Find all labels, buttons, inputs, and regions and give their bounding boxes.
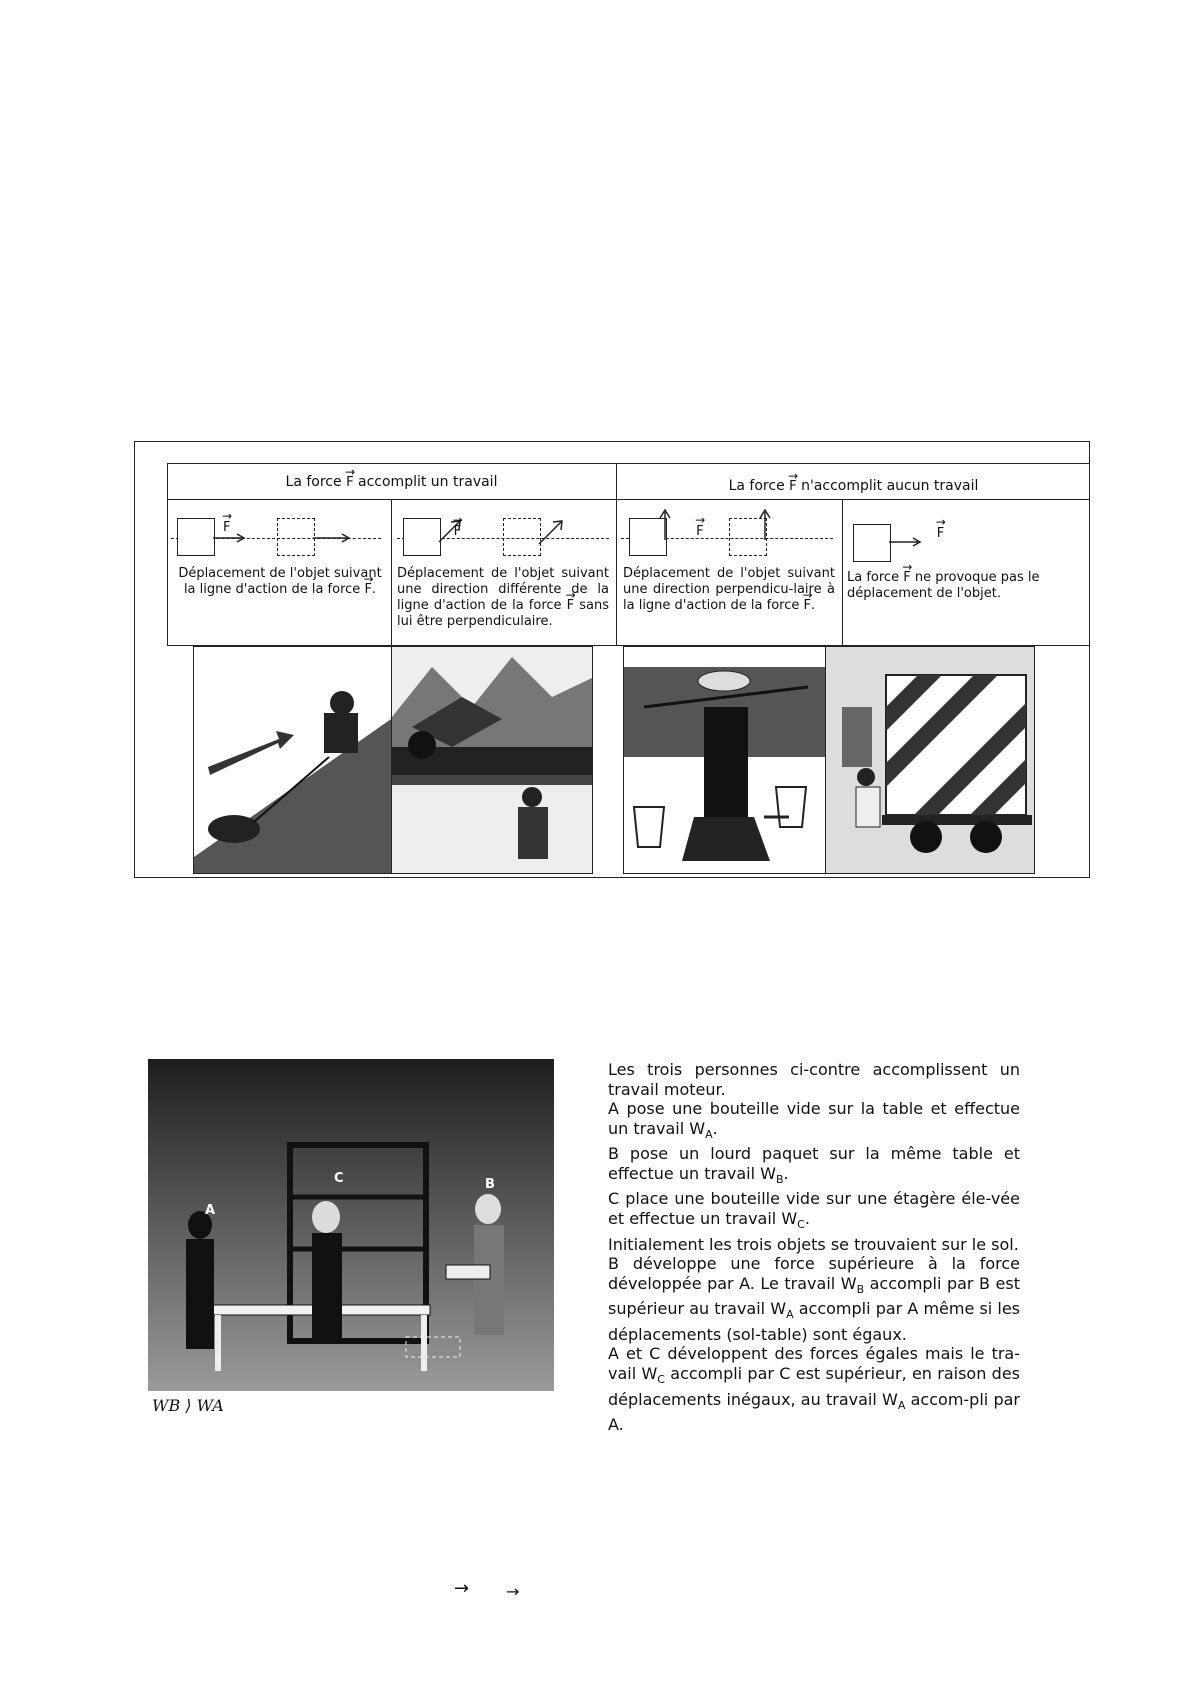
table-divider-left — [391, 499, 392, 645]
truck-drawing — [826, 647, 1035, 874]
vector-f-symbol: → F — [364, 582, 371, 598]
buckets-drawing — [624, 647, 827, 874]
illustration-slope-car — [193, 646, 393, 874]
paragraph-compare-ac: A et C développent des forces égales mais le tra-vail $W_C$ accompli par C est supérieur, en raison des déplacements inégaux, au travail $W_A$ accom-pli par A. — [608, 1344, 1020, 1435]
force-arrow-static — [889, 534, 939, 550]
cell-parallel-text: Déplacement de l'objet suivant la ligne d'action de la force → F. — [173, 566, 387, 598]
vector-f-label: → F — [223, 520, 230, 535]
cell-perpendicular-text: Déplacement de l'objet suivant une direction perpendicu-laire à la ligne d'action de la force → F. — [623, 566, 835, 614]
footer-arrow-1: → — [454, 1578, 470, 1599]
cell-no-movement-text: La force → F ne provoque pas le déplacement de l'objet. — [847, 570, 1090, 602]
table-mid-line — [167, 499, 1090, 500]
paragraph-b: B pose un lourd paquet sur la même table et effectue un travail $W_B$. — [608, 1144, 1020, 1186]
illustration-mountain-cart — [391, 646, 593, 874]
illustration-truck — [825, 646, 1035, 874]
cell-oblique-text: Déplacement de l'objet suivant une direction différente de la ligne d'action de la force → F sans lui être perpendiculaire. — [397, 566, 609, 630]
force-arrow-perpendicular — [655, 506, 815, 546]
figure-caption: WB ⟩ WA — [152, 1396, 224, 1415]
vector-f-symbol: → F — [346, 473, 353, 493]
header-right-text-b: n'accomplit aucun travail — [801, 478, 979, 494]
vector-f-label: → F — [937, 526, 944, 541]
label-person-a: A — [205, 1203, 216, 1218]
vector-f-symbol: → F — [567, 598, 574, 614]
paragraph-initial: Initialement les trois objets se trouvaient sur le sol. — [608, 1234, 1019, 1254]
header-left-text-b: accomplit un travail — [358, 474, 498, 490]
vector-f-symbol: → F — [903, 570, 910, 586]
three-people-illustration — [148, 1059, 554, 1391]
vector-f-symbol: → F — [789, 477, 796, 497]
footer-arrow-2: → — [506, 1582, 520, 1601]
force-arrow-horizontal — [213, 530, 383, 546]
vector-f-label: → F — [454, 524, 461, 539]
illustration-buckets — [623, 646, 827, 874]
header-right-text-a: La force — [728, 478, 785, 494]
paragraph-a: A pose une bouteille vide sur la table et effectue un travail $W_A$. — [608, 1099, 1020, 1141]
mountain-drawing — [392, 647, 593, 874]
room-scene-drawing — [148, 1059, 554, 1391]
paragraph-c: C place une bouteille vide sur une étagère éle-vée et effectue un travail $W_C$. — [608, 1189, 1020, 1232]
object-box — [853, 524, 891, 562]
slope-drawing — [194, 647, 393, 874]
header-work-done — [167, 472, 616, 493]
vector-f-symbol: → F — [804, 598, 811, 614]
force-work-figure — [134, 441, 1090, 878]
explanation-text — [608, 1060, 1020, 1435]
paragraph-intro: Les trois personnes ci-contre accomplissent un travail moteur. — [608, 1060, 1020, 1099]
paragraph-compare-ab: B développe une force supérieure à la force développée par A. Le travail $W_B$ accompli par B est supérieur au travail $W_A$ accompli par A même si les déplacements (sol-table) sont égaux. — [608, 1254, 1020, 1344]
object-box — [177, 518, 215, 556]
label-person-b: B — [485, 1177, 495, 1192]
table-divider-right — [842, 499, 843, 645]
table-top-line — [167, 463, 1090, 464]
label-person-c: C — [334, 1171, 344, 1186]
header-no-work — [616, 476, 1090, 497]
header-left-text-a: La force — [285, 474, 342, 490]
vector-f-label: → F — [696, 524, 703, 539]
